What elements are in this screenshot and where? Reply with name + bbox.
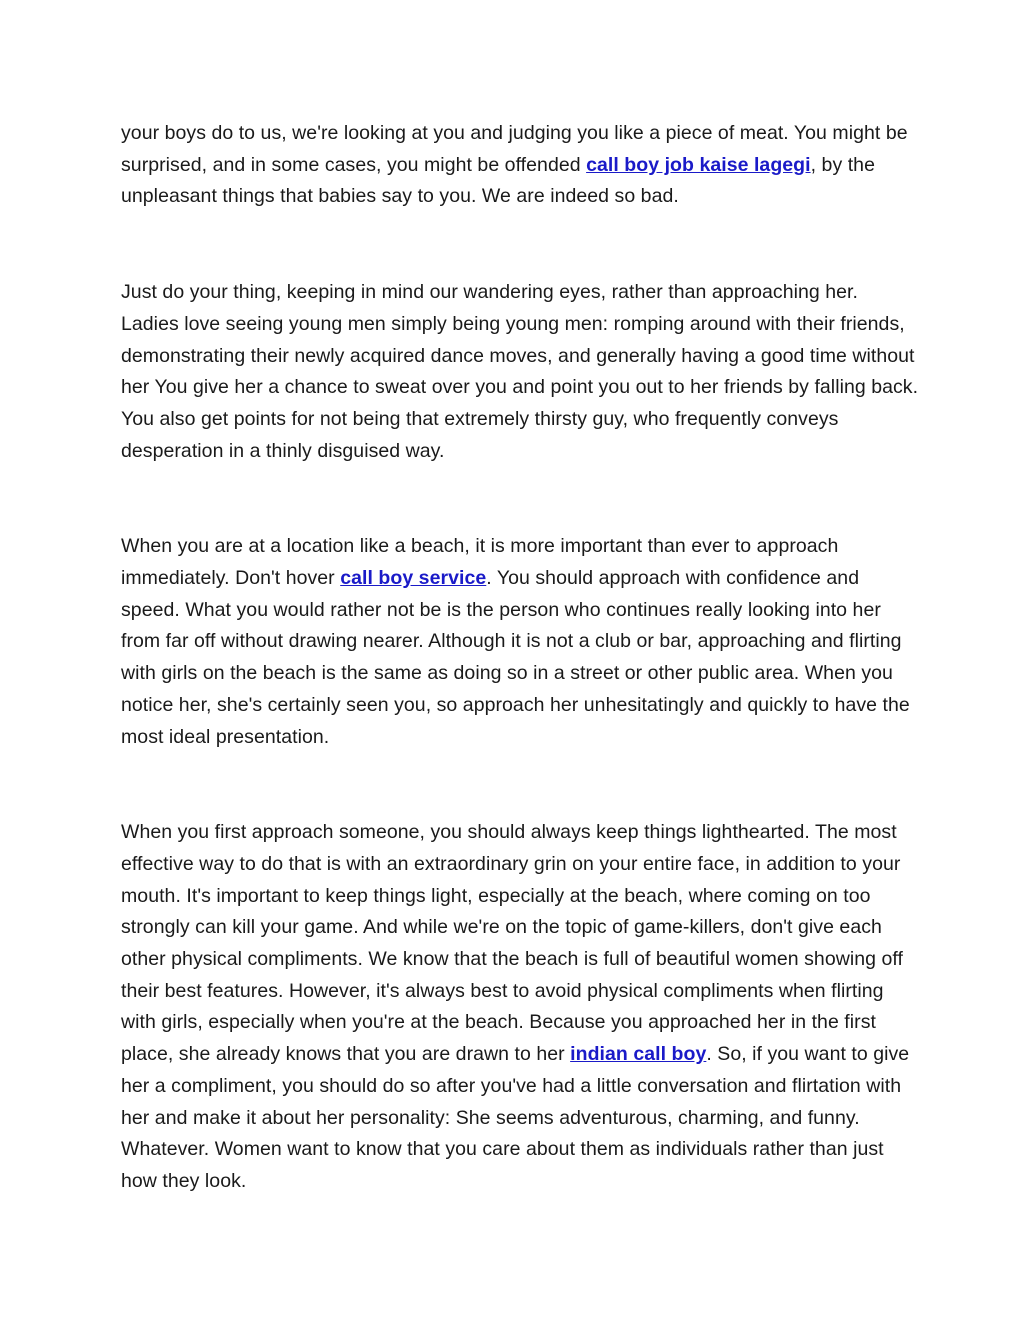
- paragraph-4: [121, 817, 921, 1197]
- link-call-boy-job-kaise-lagegi[interactable]: call boy job kaise lagegi: [586, 153, 811, 176]
- paragraph-3-text-before: When you are at a location like a beach, it is more important than ever to approach immediately. Don't hover: [121, 535, 839, 590]
- paragraph-3: [121, 531, 921, 753]
- paragraph-2: [121, 277, 921, 467]
- paragraph-1-text-after: , by the unpleasant things that babies say to you. We are indeed so bad.: [121, 153, 875, 208]
- paragraph-1-text-before: your boys do to us, we're looking at you and judging you like a piece of meat. You might be surprised, and in some cases, you might be offended: [121, 122, 908, 176]
- link-indian-call-boy[interactable]: indian call boy: [570, 1043, 707, 1066]
- paragraph-4-text-before: When you first approach someone, you should always keep things lighthearted. The most effective way to do that is with an extraordinary grin on your entire face, in addition to your mouth. It's important to keep things light, especially at the beach, where coming on too strongly can kill your game. And while we're on the topic of game-killers, don't give each other physical compliments. We know that the beach is full of beautiful women showing off their best features. However, it's always best to avoid physical compliments when flirting with girls, especially when you're at the beach. Because you approached her in the first place, she already knows that you are drawn to her: [121, 821, 903, 1066]
- link-call-boy-service[interactable]: call boy service: [340, 567, 487, 590]
- paragraph-4-text-after: . So, if you want to give her a compliment, you should do so after you've had a little conversation and flirtation with her and make it about her personality: She seems adventurous, charming, and funny. Whatever. Women want to know that you care about them as individuals rather than just how they look.: [121, 1043, 910, 1192]
- paragraph-2-text: Just do your thing, keeping in mind our wandering eyes, rather than approaching her. Ladies love seeing young men simply being young men: romping around with their friends, demonstrating their newly acquired dance moves, and generally having a good time without her You give her a chance to sweat over you and point you out to her friends by falling back. You also get points for not being that extremely thirsty guy, who frequently conveys desperation in a thinly disguised way.: [121, 281, 919, 462]
- document-page: [121, 118, 921, 1198]
- paragraph-1: [121, 118, 921, 213]
- paragraph-3-text-after: . You should approach with confidence and speed. What you would rather not be is the person who continues really looking into her from far off without drawing nearer. Although it is not a club or bar, approaching and flirting with girls on the beach is the same as doing so in a street or other public area. When you notice her, she's certainly seen you, so approach her unhesitatingly and quickly to have the most ideal presentation.: [121, 567, 910, 748]
